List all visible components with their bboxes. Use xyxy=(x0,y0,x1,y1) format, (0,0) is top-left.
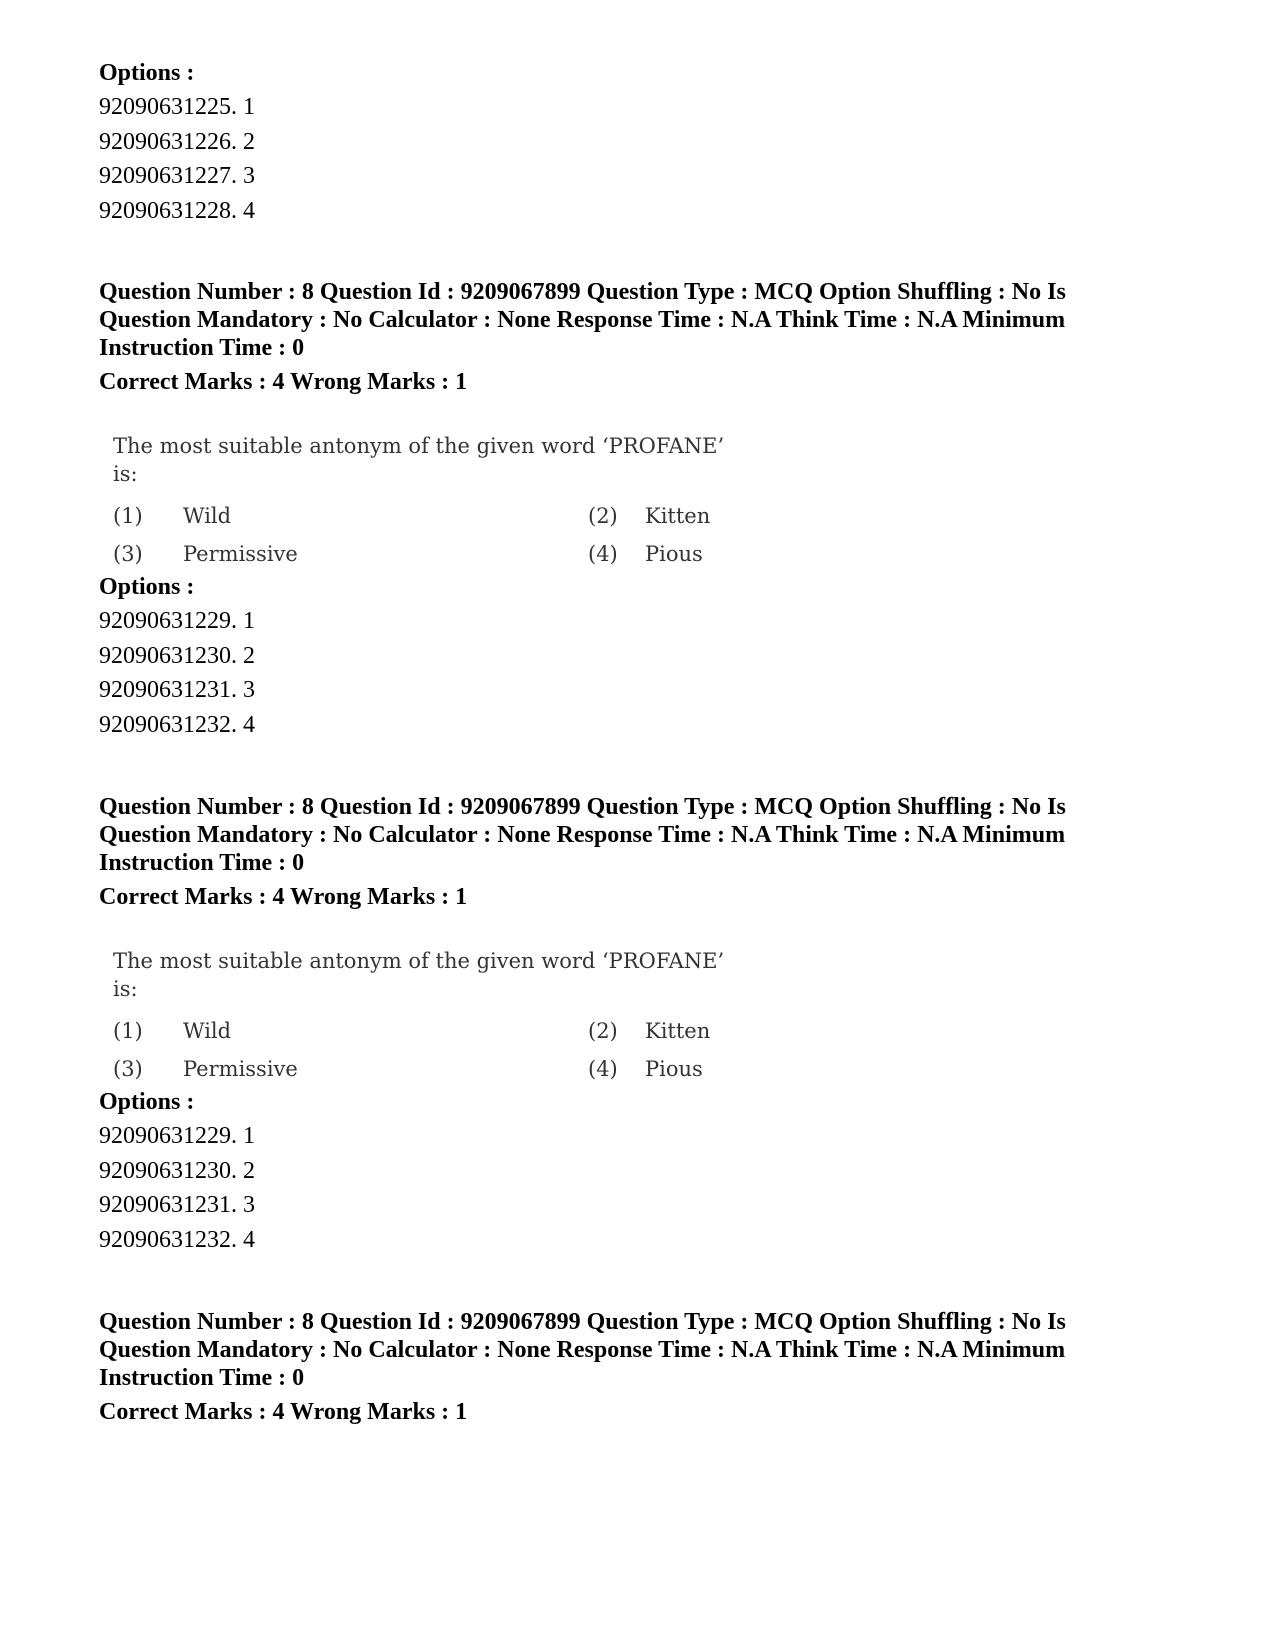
question-content xyxy=(113,432,753,568)
question-header xyxy=(99,793,1119,911)
question-header-line: Instruction Time : 0 xyxy=(99,850,305,876)
question-header-line: Instruction Time : 0 xyxy=(99,335,305,361)
question-content xyxy=(113,947,753,1083)
choice-number: (2) xyxy=(588,1019,618,1043)
options-label: Options : xyxy=(99,60,195,86)
choice-text: Pious xyxy=(645,1057,703,1081)
choice-text: Wild xyxy=(183,1019,232,1043)
choice-text: Permissive xyxy=(183,1057,298,1081)
option-item: 92090631232. 4 xyxy=(99,1226,255,1253)
choice-number: (4) xyxy=(588,542,618,566)
question-header-line: Question Mandatory : No Calculator : None Response Time : N.A Think Time : N.A Minimum xyxy=(99,822,1066,848)
choice-number: (2) xyxy=(588,504,618,528)
marks-line: Correct Marks : 4 Wrong Marks : 1 xyxy=(99,369,468,395)
choice-text: Permissive xyxy=(183,542,298,566)
marks-line: Correct Marks : 4 Wrong Marks : 1 xyxy=(99,1399,468,1425)
option-item: 92090631227. 3 xyxy=(99,163,255,189)
question-header xyxy=(99,278,1119,396)
choice-text: Wild xyxy=(183,504,232,528)
question-header-line: Question Number : 8 Question Id : 9209067899 Question Type : MCQ Option Shuffling : No Is xyxy=(99,794,1066,820)
question-header-line: Instruction Time : 0 xyxy=(99,1365,305,1391)
options-block xyxy=(99,570,1119,742)
option-item: 92090631226. 2 xyxy=(99,128,255,155)
choice-number: (1) xyxy=(113,1019,143,1043)
option-item: 92090631229. 1 xyxy=(99,608,255,634)
question-stem: The most suitable antonym of the given word ‘PROFANE’ is: xyxy=(113,949,725,1001)
option-item: 92090631230. 2 xyxy=(99,1157,255,1184)
option-item: 92090631231. 3 xyxy=(99,677,255,703)
options-label: Options : xyxy=(99,1089,195,1115)
choice-text: Kitten xyxy=(645,504,711,528)
options-label: Options : xyxy=(99,574,195,600)
choice-number: (3) xyxy=(113,542,143,566)
option-item: 92090631230. 2 xyxy=(99,642,255,669)
choice-number: (4) xyxy=(588,1057,618,1081)
choice-grid xyxy=(113,1017,753,1083)
option-item: 92090631228. 4 xyxy=(99,197,255,224)
options-block-top xyxy=(99,56,1119,228)
option-item: 92090631229. 1 xyxy=(99,1123,255,1149)
marks-line: Correct Marks : 4 Wrong Marks : 1 xyxy=(99,884,468,910)
question-header xyxy=(99,1308,1119,1426)
question-header-line: Question Mandatory : No Calculator : None Response Time : N.A Think Time : N.A Minimum xyxy=(99,307,1066,333)
option-item: 92090631225. 1 xyxy=(99,94,255,120)
choice-number: (1) xyxy=(113,504,143,528)
choice-number: (3) xyxy=(113,1057,143,1081)
option-item: 92090631232. 4 xyxy=(99,711,255,738)
choice-text: Kitten xyxy=(645,1019,711,1043)
choice-grid xyxy=(113,502,753,568)
question-header-line: Question Number : 8 Question Id : 9209067899 Question Type : MCQ Option Shuffling : No Is xyxy=(99,279,1066,305)
question-header-line: Question Mandatory : No Calculator : None Response Time : N.A Think Time : N.A Minimum xyxy=(99,1337,1066,1363)
question-header-line: Question Number : 8 Question Id : 9209067899 Question Type : MCQ Option Shuffling : No Is xyxy=(99,1309,1066,1335)
option-item: 92090631231. 3 xyxy=(99,1192,255,1218)
options-block xyxy=(99,1085,1119,1257)
choice-text: Pious xyxy=(645,542,703,566)
question-stem: The most suitable antonym of the given word ‘PROFANE’ is: xyxy=(113,434,725,486)
